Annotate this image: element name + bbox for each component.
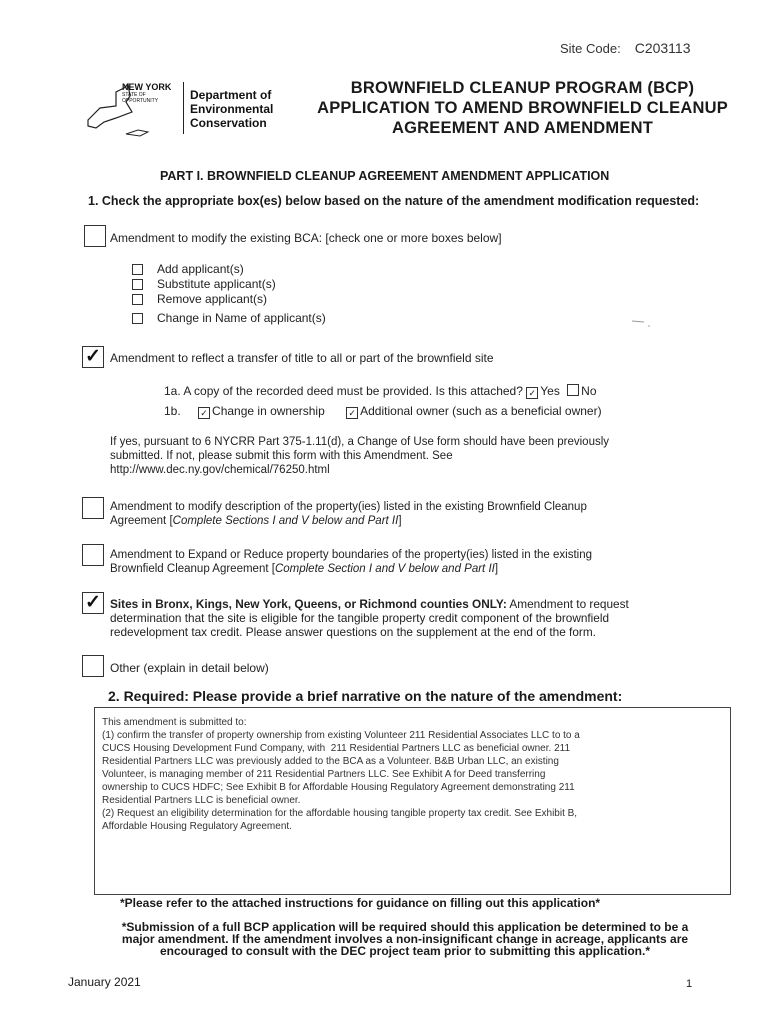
submission-note-line1: *Submission of a full BCP application will be required should this application be determined to be a	[121, 920, 689, 934]
expand-reduce-line1: Amendment to Expand or Reduce property boundaries of the property(ies) listed in the existing	[110, 549, 592, 561]
change-name-checkbox[interactable]	[132, 313, 143, 324]
q1a-yes-label: Yes	[540, 384, 560, 398]
dept-line1: Department of	[190, 88, 272, 102]
sites-nyc-label	[110, 597, 629, 639]
submission-note-line2: major amendment. If the amendment involves a non-insignificant change in acreage, applicants are	[121, 932, 689, 946]
expand-reduce-line2-end: ]	[494, 563, 499, 575]
q1b-row	[164, 404, 602, 419]
transfer-title-label: Amendment to reflect a transfer of title to all or part of the brownfield site	[110, 351, 494, 365]
narrative-text: This amendment is submitted to: (1) confirm the transfer of property ownership from existing Volunteer 211 Residential Associates LLC to to a CUCS Housing Development Fund Company, with 211 Residential Partners LLC as beneficial owner. 211 Residential Partners LLC was previously added to the BCA as a Volunteer. B&B Urban LLC, an existing Volunteer, is managing member of 211 Residential Partners LLC. See Exhibit A for Deed transferring ownership to CUCS HDFC; See Exhibit B for Affordable Housing Regulatory Agreement demonstrating 211 Residential Partners LLC is beneficial owner. (2) Request an eligibility determination for the affordable housing tangible property tax credit. See Exhibit B, Affordable Housing Regulatory Agreement.	[102, 717, 580, 832]
logo-divider	[183, 82, 184, 134]
question-2: 2. Required: Please provide a brief narrative on the nature of the amendment:	[108, 688, 623, 704]
change-of-use-paragraph	[110, 435, 609, 477]
para-line3-link[interactable]: http://www.dec.ny.gov/chemical/76250.html	[110, 464, 330, 476]
add-applicant-label: Add applicant(s)	[157, 262, 244, 276]
site-code-label: Site Code:	[560, 41, 621, 56]
expand-reduce-line2-plain: Brownfield Cleanup Agreement [	[110, 563, 275, 575]
q1a-question: 1a. A copy of the recorded deed must be provided. Is this attached?	[164, 384, 523, 398]
dept-line2: Environmental	[190, 102, 274, 116]
ny-logo-line3: OPPORTUNITY	[122, 98, 159, 104]
ny-logo-text	[122, 82, 171, 104]
q1a-no-checkbox[interactable]	[567, 384, 579, 396]
substitute-applicant-label: Substitute applicant(s)	[157, 277, 276, 291]
submission-note	[70, 921, 740, 957]
expand-reduce-label	[110, 548, 592, 576]
change-name-label: Change in Name of applicant(s)	[157, 311, 326, 325]
modify-desc-line1: Amendment to modify description of the property(ies) listed in the existing Brownfield Cleanup	[110, 501, 587, 513]
q1b-label: 1b.	[164, 404, 181, 418]
q1a-row	[164, 384, 597, 399]
sites-nyc-line1: Amendment to request	[506, 597, 629, 611]
amend-bca-checkbox[interactable]	[84, 225, 106, 247]
question-1: 1. Check the appropriate box(es) below based on the nature of the amendment modification requested:	[88, 194, 700, 208]
modify-description-label	[110, 500, 587, 528]
expand-reduce-line2-italic: Complete Section I and V below and Part II	[274, 563, 495, 575]
dec-logo-text	[190, 88, 273, 130]
footer-date: January 2021	[68, 975, 141, 989]
dept-line3: Conservation	[190, 116, 267, 130]
q1a-yes-checkbox[interactable]: ✓	[526, 387, 538, 399]
additional-owner-checkbox[interactable]: ✓	[346, 407, 358, 419]
ny-logo-line1: NEW YORK	[122, 82, 172, 92]
remove-applicant-checkbox[interactable]	[132, 294, 143, 305]
site-code	[560, 40, 691, 56]
change-ownership-checkbox[interactable]: ✓	[198, 407, 210, 419]
site-code-value: C203113	[634, 40, 691, 56]
substitute-applicant-checkbox[interactable]	[132, 279, 143, 290]
title-line2: APPLICATION TO AMEND BROWNFIELD CLEANUP	[317, 99, 728, 117]
remove-applicant-label: Remove applicant(s)	[157, 292, 268, 306]
instructions-note: *Please refer to the attached instructions for guidance on filling out this application*	[120, 896, 601, 910]
submission-note-line3: encouraged to consult with the DEC project team prior to submitting this application.*	[159, 944, 651, 958]
expand-reduce-checkbox[interactable]	[82, 544, 104, 566]
amend-bca-label: Amendment to modify the existing BCA: [check one or more boxes below]	[110, 231, 502, 245]
page-number: 1	[686, 978, 693, 990]
sites-nyc-line2: determination that the site is eligible for the tangible property credit component of the brownfield	[110, 611, 610, 625]
other-label: Other (explain in detail below)	[110, 661, 269, 675]
title-line3: AGREEMENT AND AMENDMENT	[392, 119, 653, 137]
other-checkbox[interactable]	[82, 655, 104, 677]
para-line1: If yes, pursuant to 6 NYCRR Part 375-1.11(d), a Change of Use form should have been previously	[110, 436, 610, 448]
add-applicant-checkbox[interactable]	[132, 264, 143, 275]
ny-logo-line2: STATE OF	[122, 92, 146, 98]
sites-nyc-line3: redevelopment tax credit. Please answer questions on the supplement at the end of the form.	[110, 625, 596, 639]
document-title	[300, 78, 745, 138]
stray-mark	[630, 318, 652, 328]
modify-desc-line2-italic: Complete Sections I and V below and Part II	[172, 515, 399, 527]
modify-desc-line2-plain: Agreement [	[110, 515, 173, 527]
modify-description-checkbox[interactable]	[82, 497, 104, 519]
modify-desc-line2-end: ]	[398, 515, 402, 527]
part1-heading: PART I. BROWNFIELD CLEANUP AGREEMENT AMENDMENT APPLICATION	[160, 169, 610, 183]
additional-owner-label: Additional owner (such as a beneficial owner)	[360, 404, 602, 418]
para-line2: submitted. If not, please submit this form with this Amendment. See	[110, 450, 453, 462]
change-ownership-label: Change in ownership	[212, 404, 325, 418]
transfer-title-checkbox[interactable]: ✓	[82, 346, 104, 368]
q1a-no-label: No	[581, 384, 597, 398]
title-line1: BROWNFIELD CLEANUP PROGRAM (BCP)	[350, 79, 695, 97]
sites-nyc-checkbox[interactable]: ✓	[82, 592, 104, 614]
sites-nyc-bold: Sites in Bronx, Kings, New York, Queens, or Richmond counties ONLY:	[110, 597, 507, 611]
